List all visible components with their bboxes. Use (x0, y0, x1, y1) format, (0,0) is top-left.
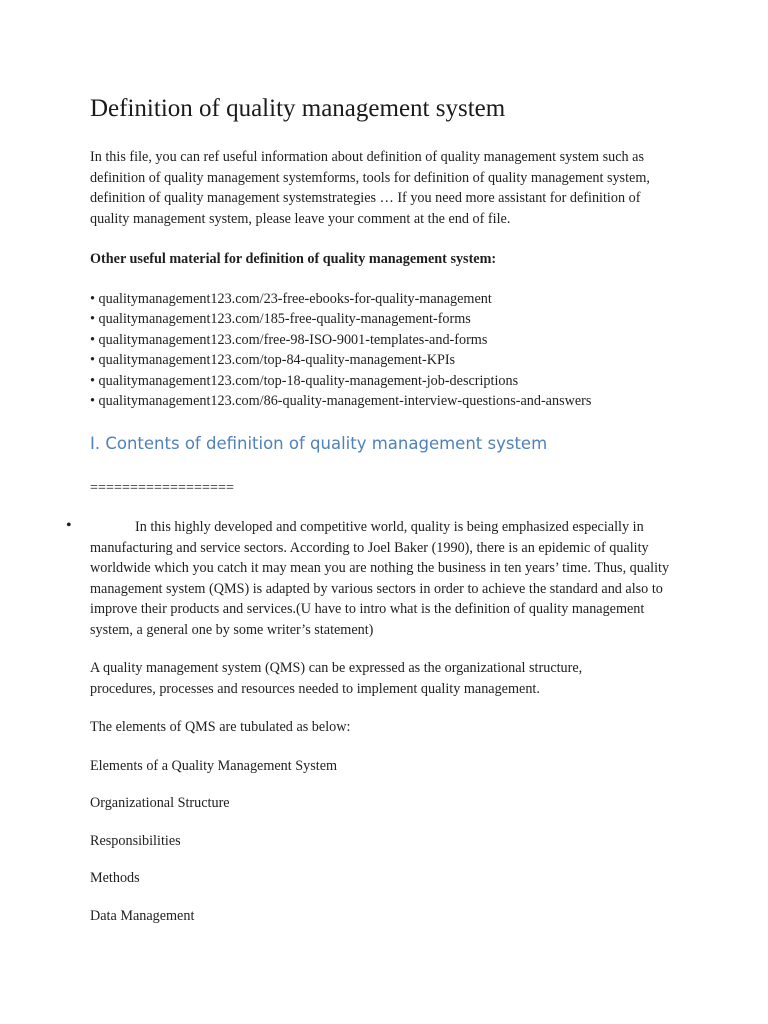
document-body (66, 92, 690, 926)
intro-paragraph: In this file, you can ref useful information about definition of quality management system such as definition of quality management systemforms, tools for definition of quality management system, definition of quality management systemstrategies … If you need more assistant for definition of quality management system, please leave your comment at the end of file. (90, 149, 650, 227)
bullet-icon: • (66, 517, 72, 534)
resource-link[interactable]: • qualitymanagement123.com/185-free-quality-management-forms (90, 311, 471, 327)
document-title: Definition of quality management system (90, 95, 506, 122)
qms-definition-paragraph: A quality management system (QMS) can be expressed as the organizational structure, procedures, processes and resources needed to implement quality management. (90, 660, 583, 697)
resource-link[interactable]: • qualitymanagement123.com/23-free-ebooks-for-quality-management (90, 290, 492, 307)
elements-intro: The elements of QMS are tubulated as below: (90, 719, 351, 735)
section-heading: I. Contents of definition of quality management system (90, 433, 548, 453)
element-item: Organizational Structure (90, 795, 230, 811)
resource-link-list (90, 289, 690, 412)
element-item: Responsibilities (90, 832, 181, 849)
bullet-paragraph-content: In this highly developed and competitive world, quality is being emphasized especially in manufacturing and service sectors. According to Joel Baker (1990), there is an epidemic of quality worldwide which you catch it may mean you are nothing the business in ten years’ time. Thus, quality management system (QMS) is adapted by various sectors in order to achieve the standard and also to improve their products and services.(U have to intro what is the definition of quality management system, a general one by some writer’s statement) (90, 519, 670, 638)
bullet-paragraph-text (90, 517, 680, 640)
resource-link[interactable]: • qualitymanagement123.com/top-18-quality-management-job-descriptions (90, 372, 519, 389)
element-item: Data Management (90, 907, 195, 924)
bullet-paragraph (66, 517, 680, 640)
divider-line: ================== (90, 479, 235, 496)
useful-material-heading: Other useful material for definition of quality management system: (90, 251, 497, 267)
resource-link[interactable]: • qualitymanagement123.com/86-quality-management-interview-questions-and-answers (90, 393, 592, 409)
element-item: Methods (90, 870, 140, 886)
resource-link[interactable]: • qualitymanagement123.com/free-98-ISO-9001-templates-and-forms (90, 331, 488, 348)
resource-link[interactable]: • qualitymanagement123.com/top-84-quality-management-KPIs (90, 352, 456, 368)
elements-table-title: Elements of a Quality Management System (90, 757, 338, 774)
